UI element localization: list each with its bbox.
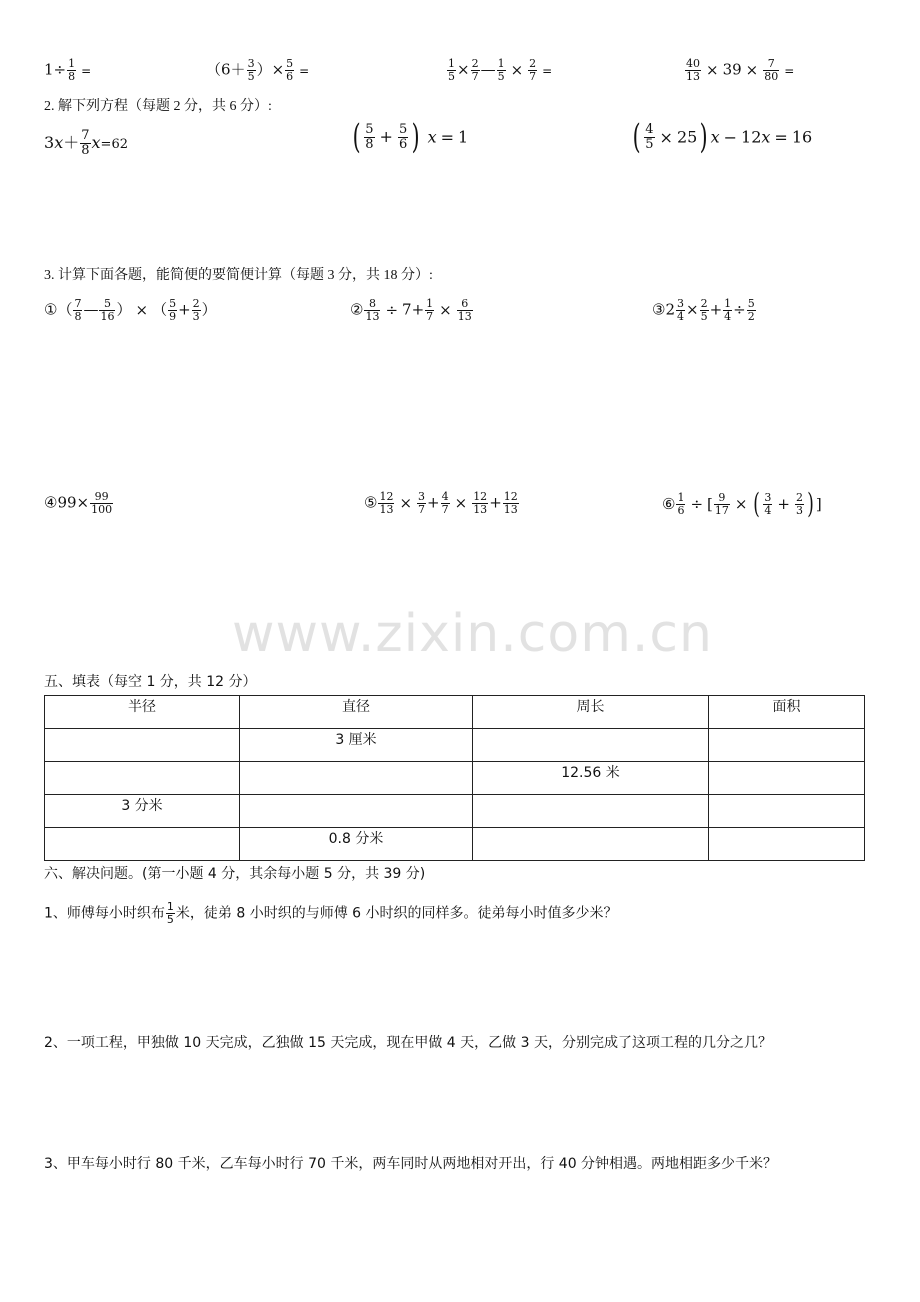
watermark: www.zixin.com.cn	[232, 604, 713, 664]
problem-2: ② $\frac{8}{13}$ ÷ 7+ $\frac{1}{7}$ × $\frac{6}{13}$	[350, 297, 472, 323]
cell[interactable]	[45, 762, 240, 795]
cell[interactable]	[45, 828, 240, 861]
cell[interactable]: 3 分米	[45, 795, 240, 828]
problem-4: ④99× $\frac{99}{100}$	[44, 490, 113, 516]
problem-3: ③2 $\frac{3}{4}$ × $\frac{2}{5}$ + $\frac{1}{4}$ ÷ $\frac{5}{2}$	[652, 297, 755, 323]
cell[interactable]	[473, 828, 709, 861]
question-3: 3、甲车每小时行 80 千米，乙车每小时行 70 千米，两车同时从两地相对开出，行 40 分钟相遇。两地相距多少千米？	[44, 1156, 778, 1172]
cell[interactable]	[45, 729, 240, 762]
cell[interactable]	[709, 828, 865, 861]
cell[interactable]: 3 厘米	[240, 729, 473, 762]
problem-6: ⑥ $\frac{1}{6}$ ÷ [ $\frac{9}{17}$ × ( $\frac{3}{4}$ + $\frac{2}{3}$ ) ]	[662, 487, 822, 520]
cell[interactable]: 12.56 米	[473, 762, 709, 795]
fill-table	[44, 695, 865, 861]
header-radius: 半径	[45, 696, 240, 729]
fraction: $\frac{1}{8}$	[68, 57, 76, 83]
cell[interactable]	[473, 795, 709, 828]
cell[interactable]	[240, 795, 473, 828]
equation-2: ( $\frac{5}{8}$ + $\frac{5}{6}$ ) x = 1	[352, 117, 469, 157]
table-row	[45, 729, 865, 762]
expr-1-4: $\frac{40}{13}$ × 39 × $\frac{7}{80}$ =	[686, 57, 795, 83]
expr-1-2: （6＋ $\frac{3}{5}$ ）× $\frac{5}{6}$ =	[206, 57, 310, 83]
question-2: 2、一项工程，甲独做 10 天完成，乙独做 15 天完成，现在甲做 4 天，乙做 3 天，分别完成了这项工程的几分之几？	[44, 1035, 772, 1051]
question-1: 1、师傅每小时织布 $\frac{1}{5}$ 米，徒弟 8 小时织的与师傅 6 小时织的同样多。徒弟每小时值多少米？	[44, 900, 618, 926]
problem-5: ⑤ $\frac{12}{13}$ × $\frac{3}{7}$ + $\frac{4}{7}$ × $\frac{12}{13}$ + $\frac{12}{13}$	[364, 490, 518, 516]
header-circumference: 周长	[473, 696, 709, 729]
section-6-title: 六、解决问题。(第一小题 4 分，其余每小题 5 分，共 39 分)	[44, 866, 426, 882]
problem-1: ①（ $\frac{7}{8}$ — $\frac{5}{16}$ ） × （ $\frac{5}{9}$ + $\frac{2}{3}$ ）	[44, 297, 217, 323]
section-5-title: 五、填表（每空 1 分，共 12 分）	[44, 674, 257, 690]
cell[interactable]	[709, 795, 865, 828]
table-row	[45, 828, 865, 861]
cell[interactable]	[709, 729, 865, 762]
cell[interactable]	[709, 762, 865, 795]
expr-1-1: 1÷ $\frac{1}{8}$ =	[44, 57, 92, 83]
equation-3: ( $\frac{4}{5}$ × 25) x − 12x = 16	[632, 117, 813, 157]
section-2-title: 2. 解下列方程（每题 2 分，共 6 分）:	[44, 99, 272, 114]
equation-1: 3x＋ $\frac{7}{8}$ x=62	[44, 128, 128, 158]
table-row	[45, 762, 865, 795]
cell[interactable]	[240, 762, 473, 795]
header-diameter: 直径	[240, 696, 473, 729]
table-row	[45, 795, 865, 828]
expr-1-3: $\frac{1}{5}$ × $\frac{2}{7}$ — $\frac{1}{5}$ × $\frac{2}{7}$ =	[448, 57, 553, 83]
header-area: 面积	[709, 696, 865, 729]
section-3-title: 3. 计算下面各题，能简便的要简便计算（每题 3 分，共 18 分）:	[44, 268, 433, 283]
table-header-row	[45, 696, 865, 729]
cell[interactable]: 0.8 分米	[240, 828, 473, 861]
cell[interactable]	[473, 729, 709, 762]
